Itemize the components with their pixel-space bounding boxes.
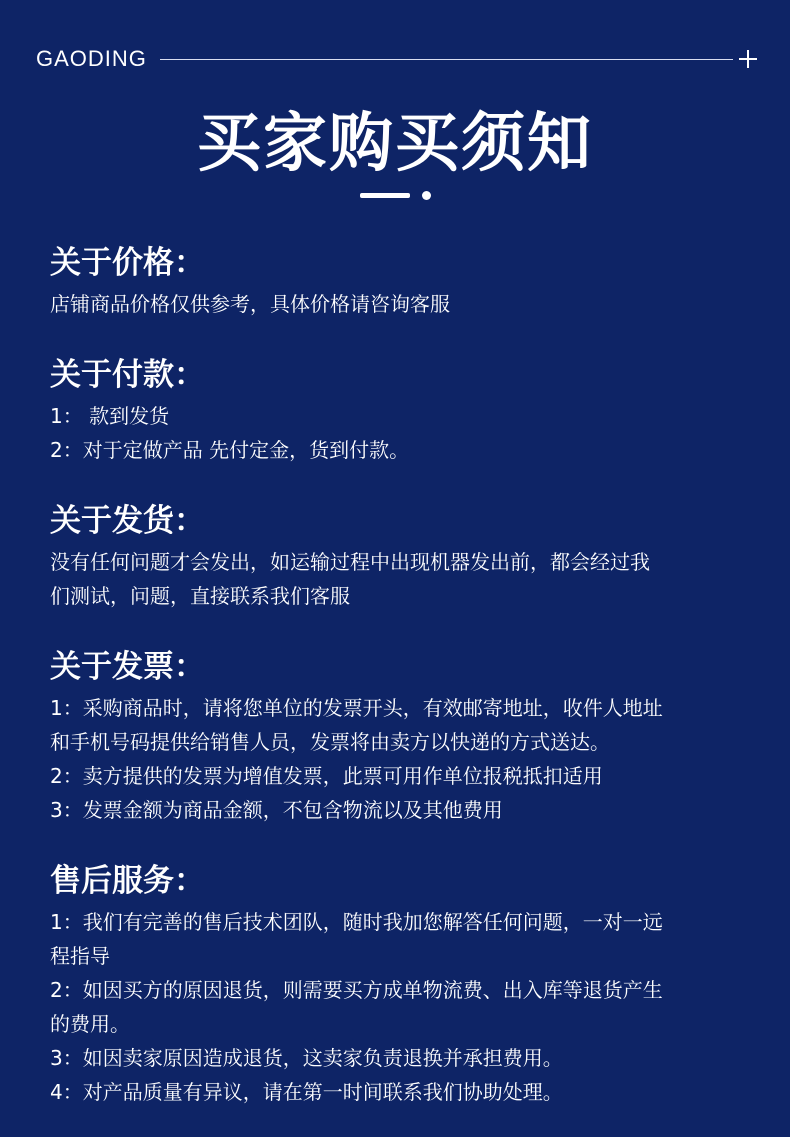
title-underline-dash (360, 193, 410, 198)
section-line: 4：对产品质量有异议，请在第一时间联系我们协助处理。 (50, 1080, 563, 1104)
notice-content (50, 243, 750, 1109)
section-price (50, 243, 750, 321)
top-bar (36, 44, 756, 76)
title-underline-dot (422, 191, 431, 200)
section-line: 的费用。 (50, 1012, 130, 1036)
section-shipping (50, 501, 750, 613)
section-title: 售后服务： (50, 863, 205, 899)
section-line: 2：如因买方的原因退货，则需要买方成单物流费、出入库等退货产生 (50, 978, 663, 1002)
brand-label: GAODING (36, 46, 147, 71)
section-line: 们测试，问题，直接联系我们客服 (50, 584, 350, 608)
section-title: 关于付款： (50, 357, 205, 393)
section-invoice (50, 647, 750, 827)
section-line: 1：我们有完善的售后技术团队，随时我加您解答任何问题，一对一远 (50, 910, 663, 934)
section-after-sales (50, 861, 750, 1109)
section-line: 程指导 (50, 944, 110, 968)
section-line: 1：采购商品时，请将您单位的发票开头，有效邮寄地址，收件人地址 (50, 696, 663, 720)
top-divider-line (160, 59, 733, 60)
section-line: 没有任何问题才会发出，如运输过程中出现机器发出前，都会经过我 (50, 550, 650, 574)
section-line: 3：如因卖家原因造成退货，这卖家负责退换并承担费用。 (50, 1046, 563, 1070)
section-payment (50, 355, 750, 467)
plus-icon (739, 50, 757, 68)
section-line: 1： 款到发货 (50, 404, 170, 428)
section-title: 关于发货： (50, 503, 205, 539)
section-line: 店铺商品价格仅供参考，具体价格请咨询客服 (50, 292, 450, 316)
section-title: 关于价格： (50, 245, 205, 281)
section-line: 2：卖方提供的发票为增值发票，此票可用作单位报税抵扣适用 (50, 764, 603, 788)
page-title: 买家购买须知 (197, 107, 593, 181)
section-line: 3：发票金额为商品金额，不包含物流以及其他费用 (50, 798, 503, 822)
section-title: 关于发票： (50, 649, 205, 685)
section-line: 2：对于定做产品 先付定金，货到付款。 (50, 438, 410, 462)
section-line: 和手机号码提供给销售人员，发票将由卖方以快递的方式送达。 (50, 730, 610, 754)
